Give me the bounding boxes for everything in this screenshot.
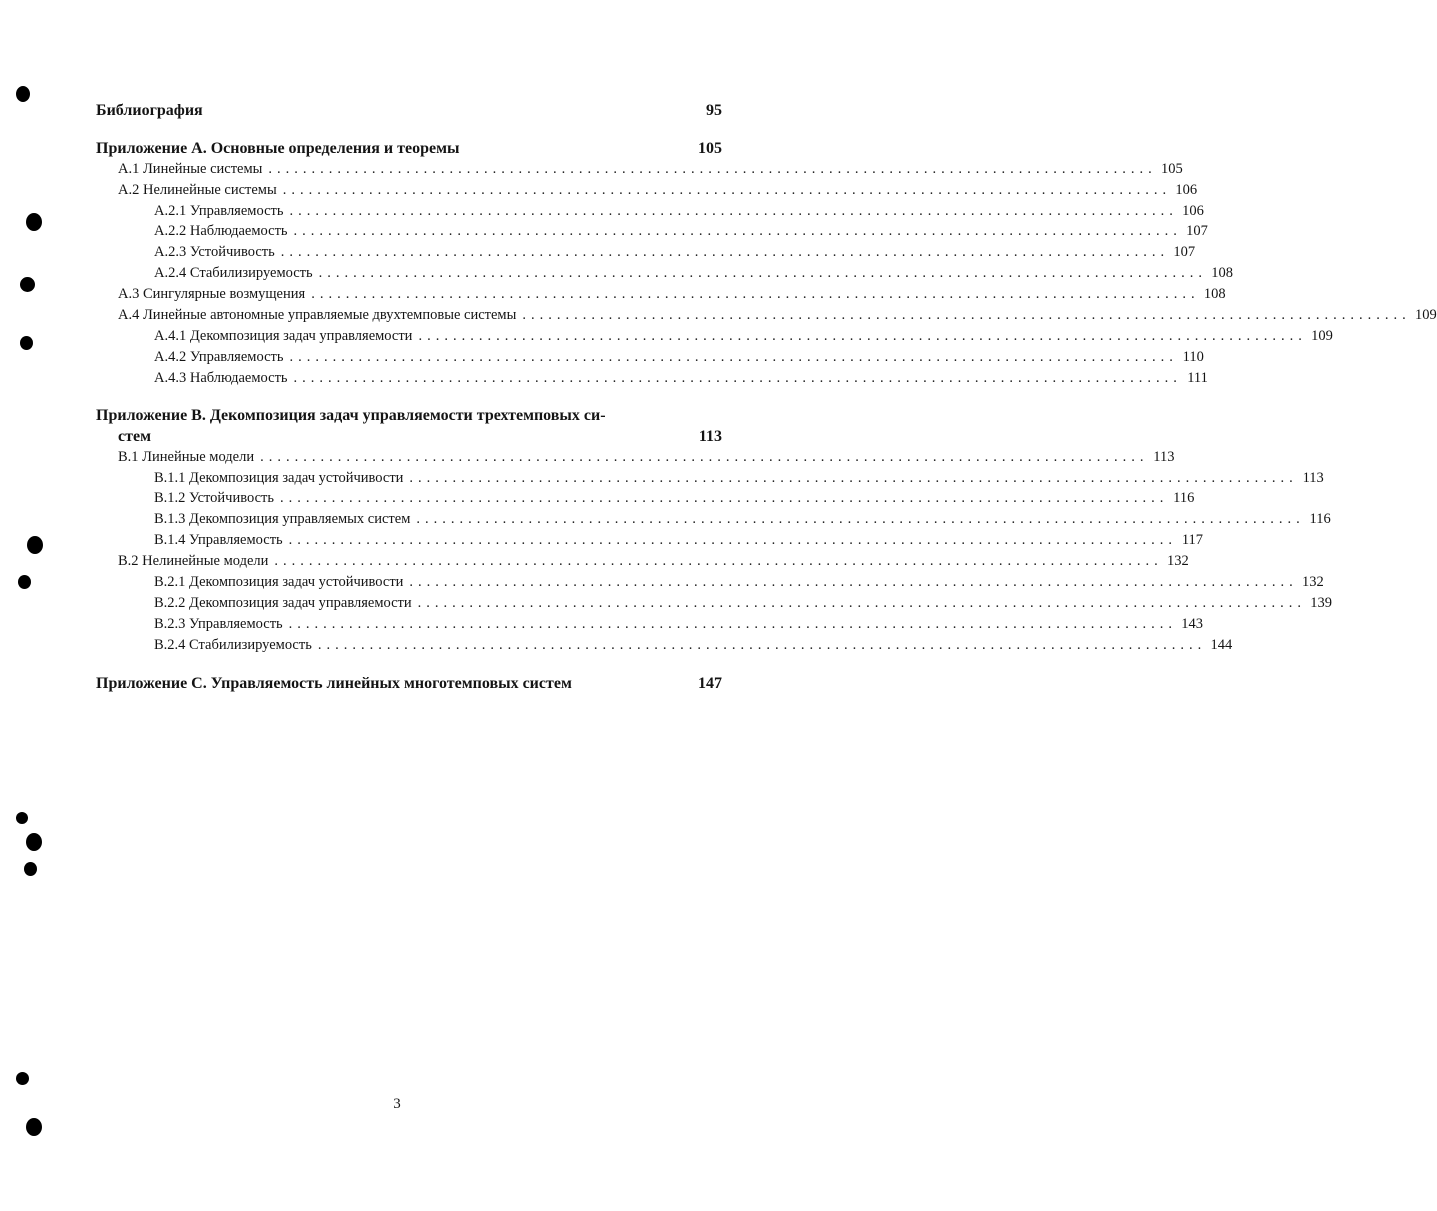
toc-title: В.1.3 Декомпозиция управляемых систем bbox=[154, 511, 411, 527]
toc-title: Приложение С. Управляемость линейных многотемповых систем bbox=[96, 675, 572, 692]
toc-title: В.1.2 Устойчивость bbox=[154, 490, 274, 506]
punch-hole bbox=[16, 812, 28, 824]
toc-page: 116 bbox=[1173, 490, 1195, 506]
toc-entry-appendix-b-cont[interactable] bbox=[118, 428, 722, 446]
toc-title: А.2 Нелинейные системы bbox=[118, 182, 277, 198]
toc-entry-a42[interactable] bbox=[154, 349, 1204, 366]
toc-entry-a41[interactable] bbox=[154, 328, 1333, 345]
punch-hole bbox=[16, 1072, 29, 1085]
dot-leader: ....................................................................................................... bbox=[418, 328, 1307, 344]
punch-hole bbox=[20, 277, 35, 292]
toc-page: 107 bbox=[1186, 223, 1208, 239]
toc-entry-appendix-a[interactable] bbox=[96, 140, 722, 158]
dot-leader: ....................................................................................................... bbox=[289, 203, 1178, 219]
toc-entry-b21[interactable] bbox=[154, 574, 1324, 591]
toc-entry-b22[interactable] bbox=[154, 595, 1333, 612]
toc-title: А.2.4 Стабилизируемость bbox=[154, 265, 313, 281]
punch-hole bbox=[26, 213, 42, 231]
toc-page: 132 bbox=[1302, 574, 1324, 590]
toc-page: 132 bbox=[1167, 553, 1189, 569]
toc-entry-b24[interactable] bbox=[154, 637, 1233, 654]
punch-hole bbox=[27, 536, 43, 554]
punch-hole bbox=[18, 575, 31, 589]
toc-title: А.2.3 Устойчивость bbox=[154, 244, 275, 260]
punch-hole bbox=[26, 1118, 42, 1136]
punch-hole bbox=[20, 336, 33, 350]
toc-entry-b23[interactable] bbox=[154, 616, 1204, 633]
toc-title: А.4 Линейные автономные управляемые двухтемповые системы bbox=[118, 307, 517, 323]
toc-title: В.2.3 Управляемость bbox=[154, 616, 283, 632]
toc-title: А.3 Сингулярные возмущения bbox=[118, 286, 306, 302]
punch-hole bbox=[26, 833, 42, 851]
toc-title: А.4.3 Наблюдаемость bbox=[154, 370, 288, 386]
toc-page: 95 bbox=[706, 102, 722, 119]
toc-page: 109 bbox=[1311, 328, 1333, 344]
dot-leader: ....................................................................................................... bbox=[522, 307, 1411, 323]
toc-entry-b1[interactable] bbox=[118, 449, 1175, 466]
dot-leader: ....................................................................................................... bbox=[280, 244, 1170, 260]
dot-leader: ....................................................................................................... bbox=[268, 161, 1157, 177]
dot-leader: ....................................................................................................... bbox=[409, 470, 1298, 486]
dot-leader: ....................................................................................................... bbox=[282, 182, 1172, 198]
dot-leader: ....................................................................................................... bbox=[279, 490, 1169, 506]
toc-page: 147 bbox=[698, 675, 722, 692]
dot-leader: ....................................................................................................... bbox=[409, 574, 1298, 590]
dot-leader: ....................................................................................................... bbox=[416, 511, 1305, 527]
toc-entry-a1[interactable] bbox=[118, 161, 1183, 178]
dot-leader: ....................................................................................................... bbox=[289, 349, 1178, 365]
toc-entry-a2[interactable] bbox=[118, 182, 1198, 199]
toc-entry-a4[interactable] bbox=[118, 307, 1437, 324]
dot-leader: ....................................................................................................... bbox=[288, 616, 1178, 632]
toc-page: 110 bbox=[1182, 349, 1204, 365]
toc-entry-b12[interactable] bbox=[154, 490, 1195, 507]
toc-page: 139 bbox=[1310, 595, 1333, 611]
toc-title: А.2.1 Управляемость bbox=[154, 203, 284, 219]
toc-entry-b11[interactable] bbox=[154, 470, 1324, 487]
toc-entry-appendix-b[interactable] bbox=[96, 407, 722, 425]
page-number: 3 bbox=[393, 1096, 401, 1112]
dot-leader: ....................................................................................................... bbox=[311, 286, 1200, 302]
toc-title: А.4.1 Декомпозиция задач управляемости bbox=[154, 328, 413, 344]
dot-leader: ....................................................................................................... bbox=[260, 449, 1149, 465]
toc-title: А.1 Линейные системы bbox=[118, 161, 263, 177]
toc-entry-a3[interactable] bbox=[118, 286, 1226, 303]
punch-hole bbox=[16, 86, 30, 102]
toc-page: 116 bbox=[1309, 511, 1331, 527]
toc-title: А.4.2 Управляемость bbox=[154, 349, 284, 365]
toc-page: 108 bbox=[1211, 265, 1233, 281]
toc-entry-a24[interactable] bbox=[154, 265, 1233, 282]
toc-title: В.2 Нелинейные модели bbox=[118, 553, 269, 569]
toc-entry-b14[interactable] bbox=[154, 532, 1204, 549]
toc-page: 106 bbox=[1175, 182, 1198, 198]
toc-title: стем bbox=[118, 428, 151, 445]
toc-page: 105 bbox=[1161, 161, 1183, 177]
toc-entry-a22[interactable] bbox=[154, 223, 1208, 240]
toc-entry-bibliography[interactable] bbox=[96, 102, 722, 120]
toc-page: 113 bbox=[1302, 470, 1324, 486]
dot-leader: ....................................................................................................... bbox=[318, 265, 1207, 281]
toc-page: 113 bbox=[1153, 449, 1175, 465]
toc-page: 109 bbox=[1414, 307, 1437, 323]
toc-entry-a43[interactable] bbox=[154, 370, 1208, 387]
toc-entry-a23[interactable] bbox=[154, 244, 1196, 261]
toc-title: В.2.1 Декомпозиция задач устойчивости bbox=[154, 574, 404, 590]
toc-title: В.1 Линейные модели bbox=[118, 449, 255, 465]
dot-leader: ....................................................................................................... bbox=[293, 223, 1182, 239]
toc-page: 108 bbox=[1203, 286, 1226, 302]
toc-title: В.2.4 Стабилизируемость bbox=[154, 637, 312, 653]
toc-entry-b2[interactable] bbox=[118, 553, 1189, 570]
toc-page: 144 bbox=[1210, 637, 1233, 653]
toc-page: 106 bbox=[1182, 203, 1204, 219]
toc-entry-a21[interactable] bbox=[154, 203, 1204, 220]
toc-title: В.1.4 Управляемость bbox=[154, 532, 283, 548]
toc-page: 117 bbox=[1181, 532, 1204, 548]
toc-page: 107 bbox=[1173, 244, 1196, 260]
toc-title: Библиография bbox=[96, 102, 203, 119]
toc-title: В.1.1 Декомпозиция задач устойчивости bbox=[154, 470, 404, 486]
toc-page: 113 bbox=[698, 428, 722, 445]
toc-title: В.2.2 Декомпозиция задач управляемости bbox=[154, 595, 412, 611]
toc-page: 105 bbox=[698, 140, 722, 157]
punch-hole bbox=[24, 862, 37, 876]
dot-leader: ....................................................................................................... bbox=[288, 532, 1178, 548]
dot-leader: ....................................................................................................... bbox=[274, 553, 1163, 569]
toc-title: Приложение В. Декомпозиция задач управляемости трехтемповых си- bbox=[96, 407, 606, 424]
toc-page: 143 bbox=[1181, 616, 1204, 632]
toc-title: Приложение А. Основные определения и теоремы bbox=[96, 140, 460, 157]
dot-leader: ....................................................................................................... bbox=[417, 595, 1307, 611]
toc-title: А.2.2 Наблюдаемость bbox=[154, 223, 288, 239]
toc-entry-b13[interactable] bbox=[154, 511, 1331, 528]
dot-leader: ....................................................................................................... bbox=[293, 370, 1182, 386]
toc-page: 111 bbox=[1187, 370, 1208, 386]
dot-leader: ....................................................................................................... bbox=[317, 637, 1207, 653]
toc-entry-appendix-c[interactable] bbox=[96, 675, 722, 693]
